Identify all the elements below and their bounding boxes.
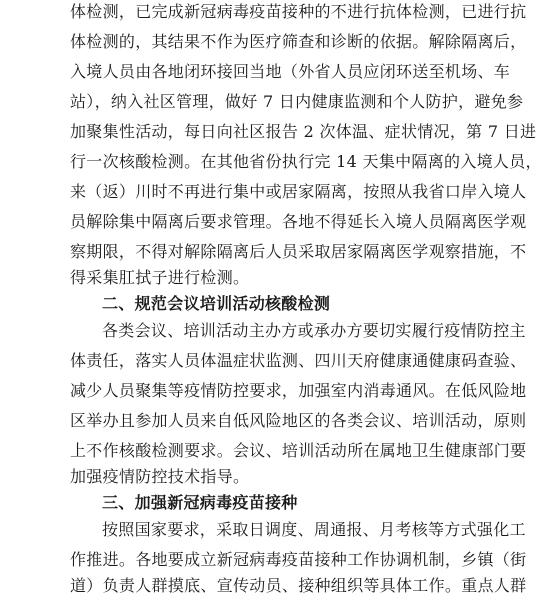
paragraph-line: 员解除集中隔离后要求管理。各地不得延长入境人员隔离医学观: [70, 212, 527, 231]
paragraph-line: 加强疫情防控技术指导。: [70, 467, 250, 486]
paragraph-line: 得采集肛拭子进行检测。: [70, 268, 250, 287]
paragraph-line: 作推进。各地要成立新冠病毒疫苗接种工作协调机制，乡镇（街: [70, 550, 527, 569]
paragraph-line: 站），纳入社区管理，做好 7 日内健康监测和个人防护，避免参: [70, 92, 524, 111]
paragraph-line: 察期限，不得对解除隔离后人员采取居家隔离医学观察措施，不: [70, 242, 527, 261]
paragraph-line: 来（返）川时不再进行集中或居家隔离，按照从我省口岸入境人: [70, 182, 527, 201]
paragraph-line: 减少人员聚集等疫情防控要求，加强室内消毒通风。在低风险地: [70, 381, 527, 400]
paragraph-line: 区举办且参加人员来自低风险地区的各类会议、培训活动，原则: [70, 411, 527, 430]
paragraph-line: 按照国家要求，采取日调度、周通报、月考核等方式强化工: [102, 520, 526, 539]
paragraph-line: 各类会议、培训活动主办方或承办方要切实履行疫情防控主: [102, 321, 526, 340]
paragraph-line: 道）负责人群摸底、宣传动员、接种组织等具体工作。重点人群: [70, 576, 527, 595]
section-heading: 二、规范会议培训活动核酸检测: [102, 294, 331, 313]
paragraph-line: 体检测，已完成新冠病毒疫苗接种的不进行抗体检测，已进行抗: [70, 2, 527, 21]
paragraph-line: 加聚集性活动，每日向社区报告 2 次体温、症状情况，第 7 日进: [70, 122, 537, 141]
paragraph-line: 上不作核酸检测要求。会议、培训活动所在属地卫生健康部门要: [70, 441, 527, 460]
paragraph-line: 行一次核酸检测。在其他省份执行完 14 天集中隔离的入境人员，: [70, 152, 542, 171]
section-heading: 三、加强新冠病毒疫苗接种: [102, 493, 298, 512]
paragraph-line: 体检测的，其结果不作为医疗筛查和诊断的依据。解除隔离后，: [70, 32, 527, 51]
paragraph-line: 体责任，落实人员体温症状监测、四川天府健康通健康码查验、: [70, 351, 527, 370]
paragraph-line: 入境人员由各地闭环接回当地（外省人员应闭环送至机场、车: [70, 62, 511, 81]
